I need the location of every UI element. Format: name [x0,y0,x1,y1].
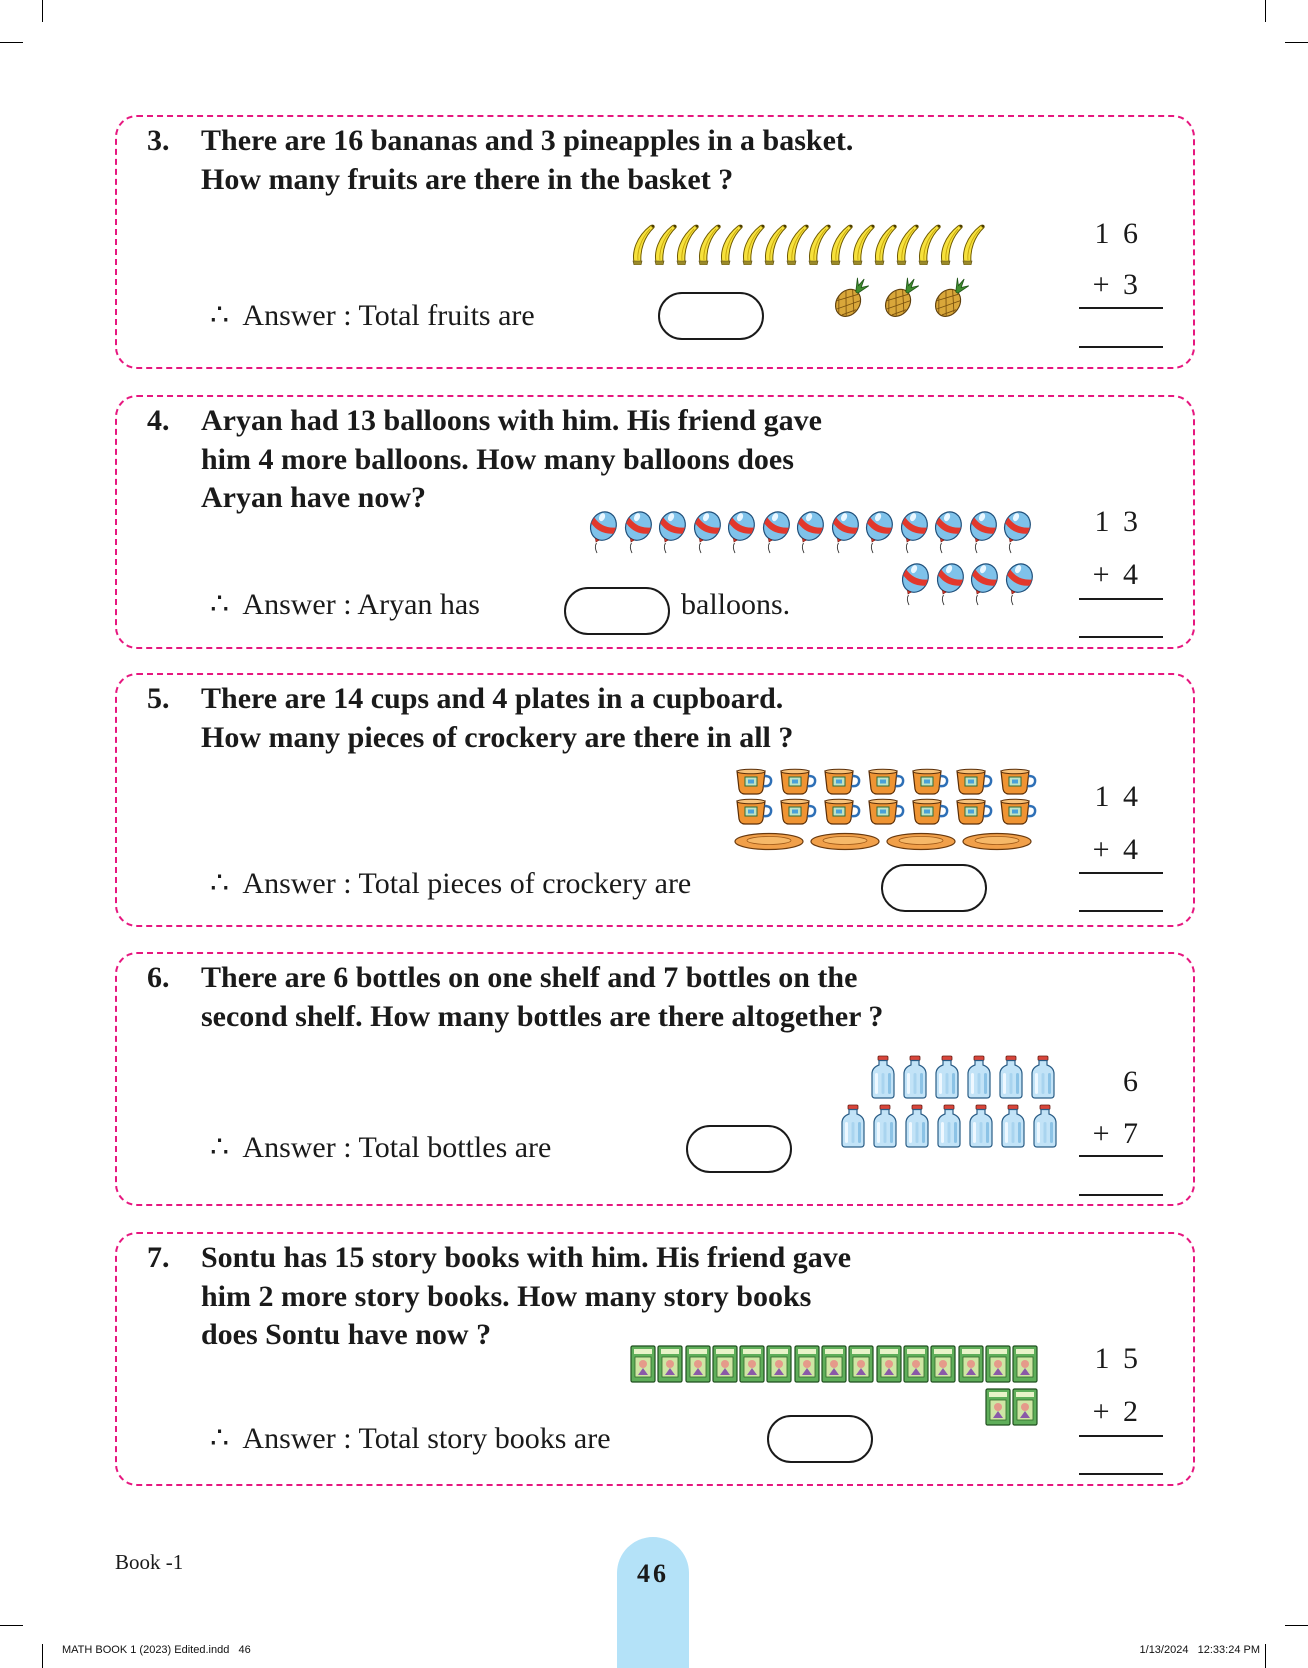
cup-icon [734,798,774,826]
balloon-icon [863,510,895,554]
sum-top-number: 6 [1123,1065,1141,1098]
answer-text: ∴ Answer : Total pieces of crockery are [210,867,692,900]
balloon-icon [934,562,966,606]
slug-file-name: MATH BOOK 1 (2023) Edited.indd 46 [62,1644,251,1656]
bottle-icon [1000,1104,1026,1148]
sum-bottom-number: + 2 [1092,1395,1141,1428]
question-text [201,959,883,1036]
bottle-row [840,1104,1058,1148]
cup-icon [910,798,950,826]
problem-6-box [115,952,1195,1206]
balloon-icon [622,510,654,554]
story-book-icon [739,1345,765,1383]
answer-suffix: balloons. [681,588,791,621]
cup-icon [822,798,862,826]
balloon-icon [691,510,723,554]
balloon-icon [1003,562,1035,606]
balloon-icon [899,562,931,606]
question-line: Aryan have now? [201,481,427,514]
sum-answer-rule [1079,1473,1163,1475]
question-line: There are 14 cups and 4 plates in a cupboard. [201,682,784,715]
question-line: him 2 more story books. How many story books [201,1279,812,1313]
crop-mark [0,42,23,43]
cup-icon [998,768,1038,796]
question-text [201,680,793,757]
cup-icon [954,768,994,796]
bottle-icon [872,1104,898,1148]
question-text [201,122,853,199]
sum-bottom-number: + 3 [1092,268,1141,301]
sum-top-number: 1 4 [1094,780,1141,813]
plate-icon [886,832,956,851]
story-book-icon [1012,1388,1038,1426]
story-book-icon [958,1345,984,1383]
bottle-icon [902,1055,928,1099]
balloon-icon [760,510,792,554]
bottle-icon [936,1104,962,1148]
story-book-icon [903,1345,929,1383]
plate-icon [810,832,880,851]
crop-mark [1285,1625,1308,1626]
bottle-icon [998,1055,1024,1099]
page-number-tab [617,1537,689,1668]
balloon-row [899,562,1035,606]
cup-icon [778,768,818,796]
bottle-icon [934,1055,960,1099]
answer-text: ∴ Answer : Total fruits are [210,299,535,332]
sum-rule [1079,307,1163,309]
answer-blank-oval[interactable] [767,1415,873,1463]
cup-icon [866,798,906,826]
crop-mark [1285,42,1308,43]
problem-number: 4. [147,404,170,437]
bottle-icon [1030,1055,1056,1099]
sum-rule [1079,1155,1163,1157]
problem-7-box [115,1232,1195,1486]
sum-answer-rule [1079,346,1163,348]
balloon-icon [829,510,861,554]
pineapple-icon [830,274,876,319]
sum-bottom-number: + 7 [1092,1117,1141,1150]
story-book-row [985,1388,1038,1426]
sum-bottom-number: + 4 [1092,833,1141,866]
cup-icon [998,798,1038,826]
crop-mark [1265,1644,1266,1668]
answer-blank-oval[interactable] [658,292,764,340]
answer-blank-oval[interactable] [686,1125,792,1173]
cup-icon [954,798,994,826]
balloon-icon [725,510,757,554]
cup-icon [778,798,818,826]
story-book-icon [848,1345,874,1383]
question-text [201,1239,851,1355]
story-book-icon [630,1345,656,1383]
bottle-icon [1032,1104,1058,1148]
cup-icon [734,768,774,796]
page-number: 46 [637,1559,669,1588]
bottle-row [870,1055,1056,1099]
book-label: Book -1 [115,1550,184,1574]
cup-icon [866,768,906,796]
story-book-icon [657,1345,683,1383]
bottle-icon [870,1055,896,1099]
story-book-icon [766,1345,792,1383]
sum-rule [1079,872,1163,874]
pineapple-row [830,274,976,319]
sum-answer-rule [1079,1194,1163,1196]
plate-icon [962,832,1032,851]
problem-number: 7. [147,1241,170,1274]
problem-5-box [115,673,1195,927]
sum-rule [1079,598,1163,600]
bottle-icon [840,1104,866,1148]
answer-text: ∴ Answer : Total bottles are [210,1131,552,1164]
cup-icon [822,768,862,796]
slug-timestamp: 1/13/2024 12:33:24 PM [1139,1644,1260,1656]
cup-icon [910,768,950,796]
story-book-icon [712,1345,738,1383]
story-book-icon [821,1345,847,1383]
plate-row [734,832,1032,851]
question-line: Sontu has 15 story books with him. His friend gave [201,1241,852,1274]
bottle-icon [966,1055,992,1099]
question-line: does Sontu have now ? [201,1318,492,1351]
crop-mark [42,0,43,22]
question-line: How many fruits are there in the basket ? [201,162,734,196]
answer-text: ∴ Answer : Total story books are [210,1422,611,1455]
banana-row [631,223,989,265]
problem-number: 6. [147,961,170,994]
bottle-icon [904,1104,930,1148]
answer-blank-oval[interactable] [881,864,987,912]
sum-answer-rule [1079,636,1163,638]
sum-top-number: 1 6 [1094,217,1141,250]
crop-mark [0,1625,23,1626]
answer-text: ∴ Answer : Aryan has [210,588,480,621]
story-book-icon [876,1345,902,1383]
answer-blank-oval[interactable] [564,587,670,635]
story-book-icon [1012,1345,1038,1383]
balloon-icon [898,510,930,554]
sum-bottom-number: + 4 [1092,558,1141,591]
bottle-icon [968,1104,994,1148]
balloon-icon [587,510,619,554]
sum-top-number: 1 5 [1094,1342,1141,1375]
question-line: How many pieces of crockery are there in all ? [201,720,794,754]
crop-mark [1265,0,1266,22]
question-line: him 4 more balloons. How many balloons does [201,442,794,476]
crop-mark [42,1644,43,1668]
story-book-icon [685,1345,711,1383]
balloon-icon [932,510,964,554]
question-line: Aryan had 13 balloons with him. His friend gave [201,404,822,437]
sum-rule [1079,1435,1163,1437]
pineapple-icon [880,274,926,319]
balloon-icon [968,562,1000,606]
sum-top-number: 1 3 [1094,505,1141,538]
balloon-icon [1001,510,1033,554]
problem-3-box [115,115,1195,369]
problem-number: 3. [147,124,170,157]
story-book-icon [985,1345,1011,1383]
question-line: There are 6 bottles on one shelf and 7 bottles on the [201,961,858,994]
cup-row [734,798,1038,826]
cup-row [734,768,1038,796]
sum-answer-rule [1079,910,1163,912]
balloon-icon [967,510,999,554]
story-book-icon [794,1345,820,1383]
plate-icon [734,832,804,851]
story-book-row [630,1345,1038,1383]
story-book-icon [930,1345,956,1383]
balloon-row [587,510,1033,554]
problem-number: 5. [147,682,170,715]
question-line: second shelf. How many bottles are there altogether ? [201,999,884,1033]
question-line: There are 16 bananas and 3 pineapples in a basket. [201,124,854,157]
balloon-icon [794,510,826,554]
question-text [201,402,822,518]
pineapple-icon [930,274,976,319]
banana-icon [961,223,989,265]
problem-4-box [115,395,1195,649]
balloon-icon [656,510,688,554]
story-book-icon [985,1388,1011,1426]
